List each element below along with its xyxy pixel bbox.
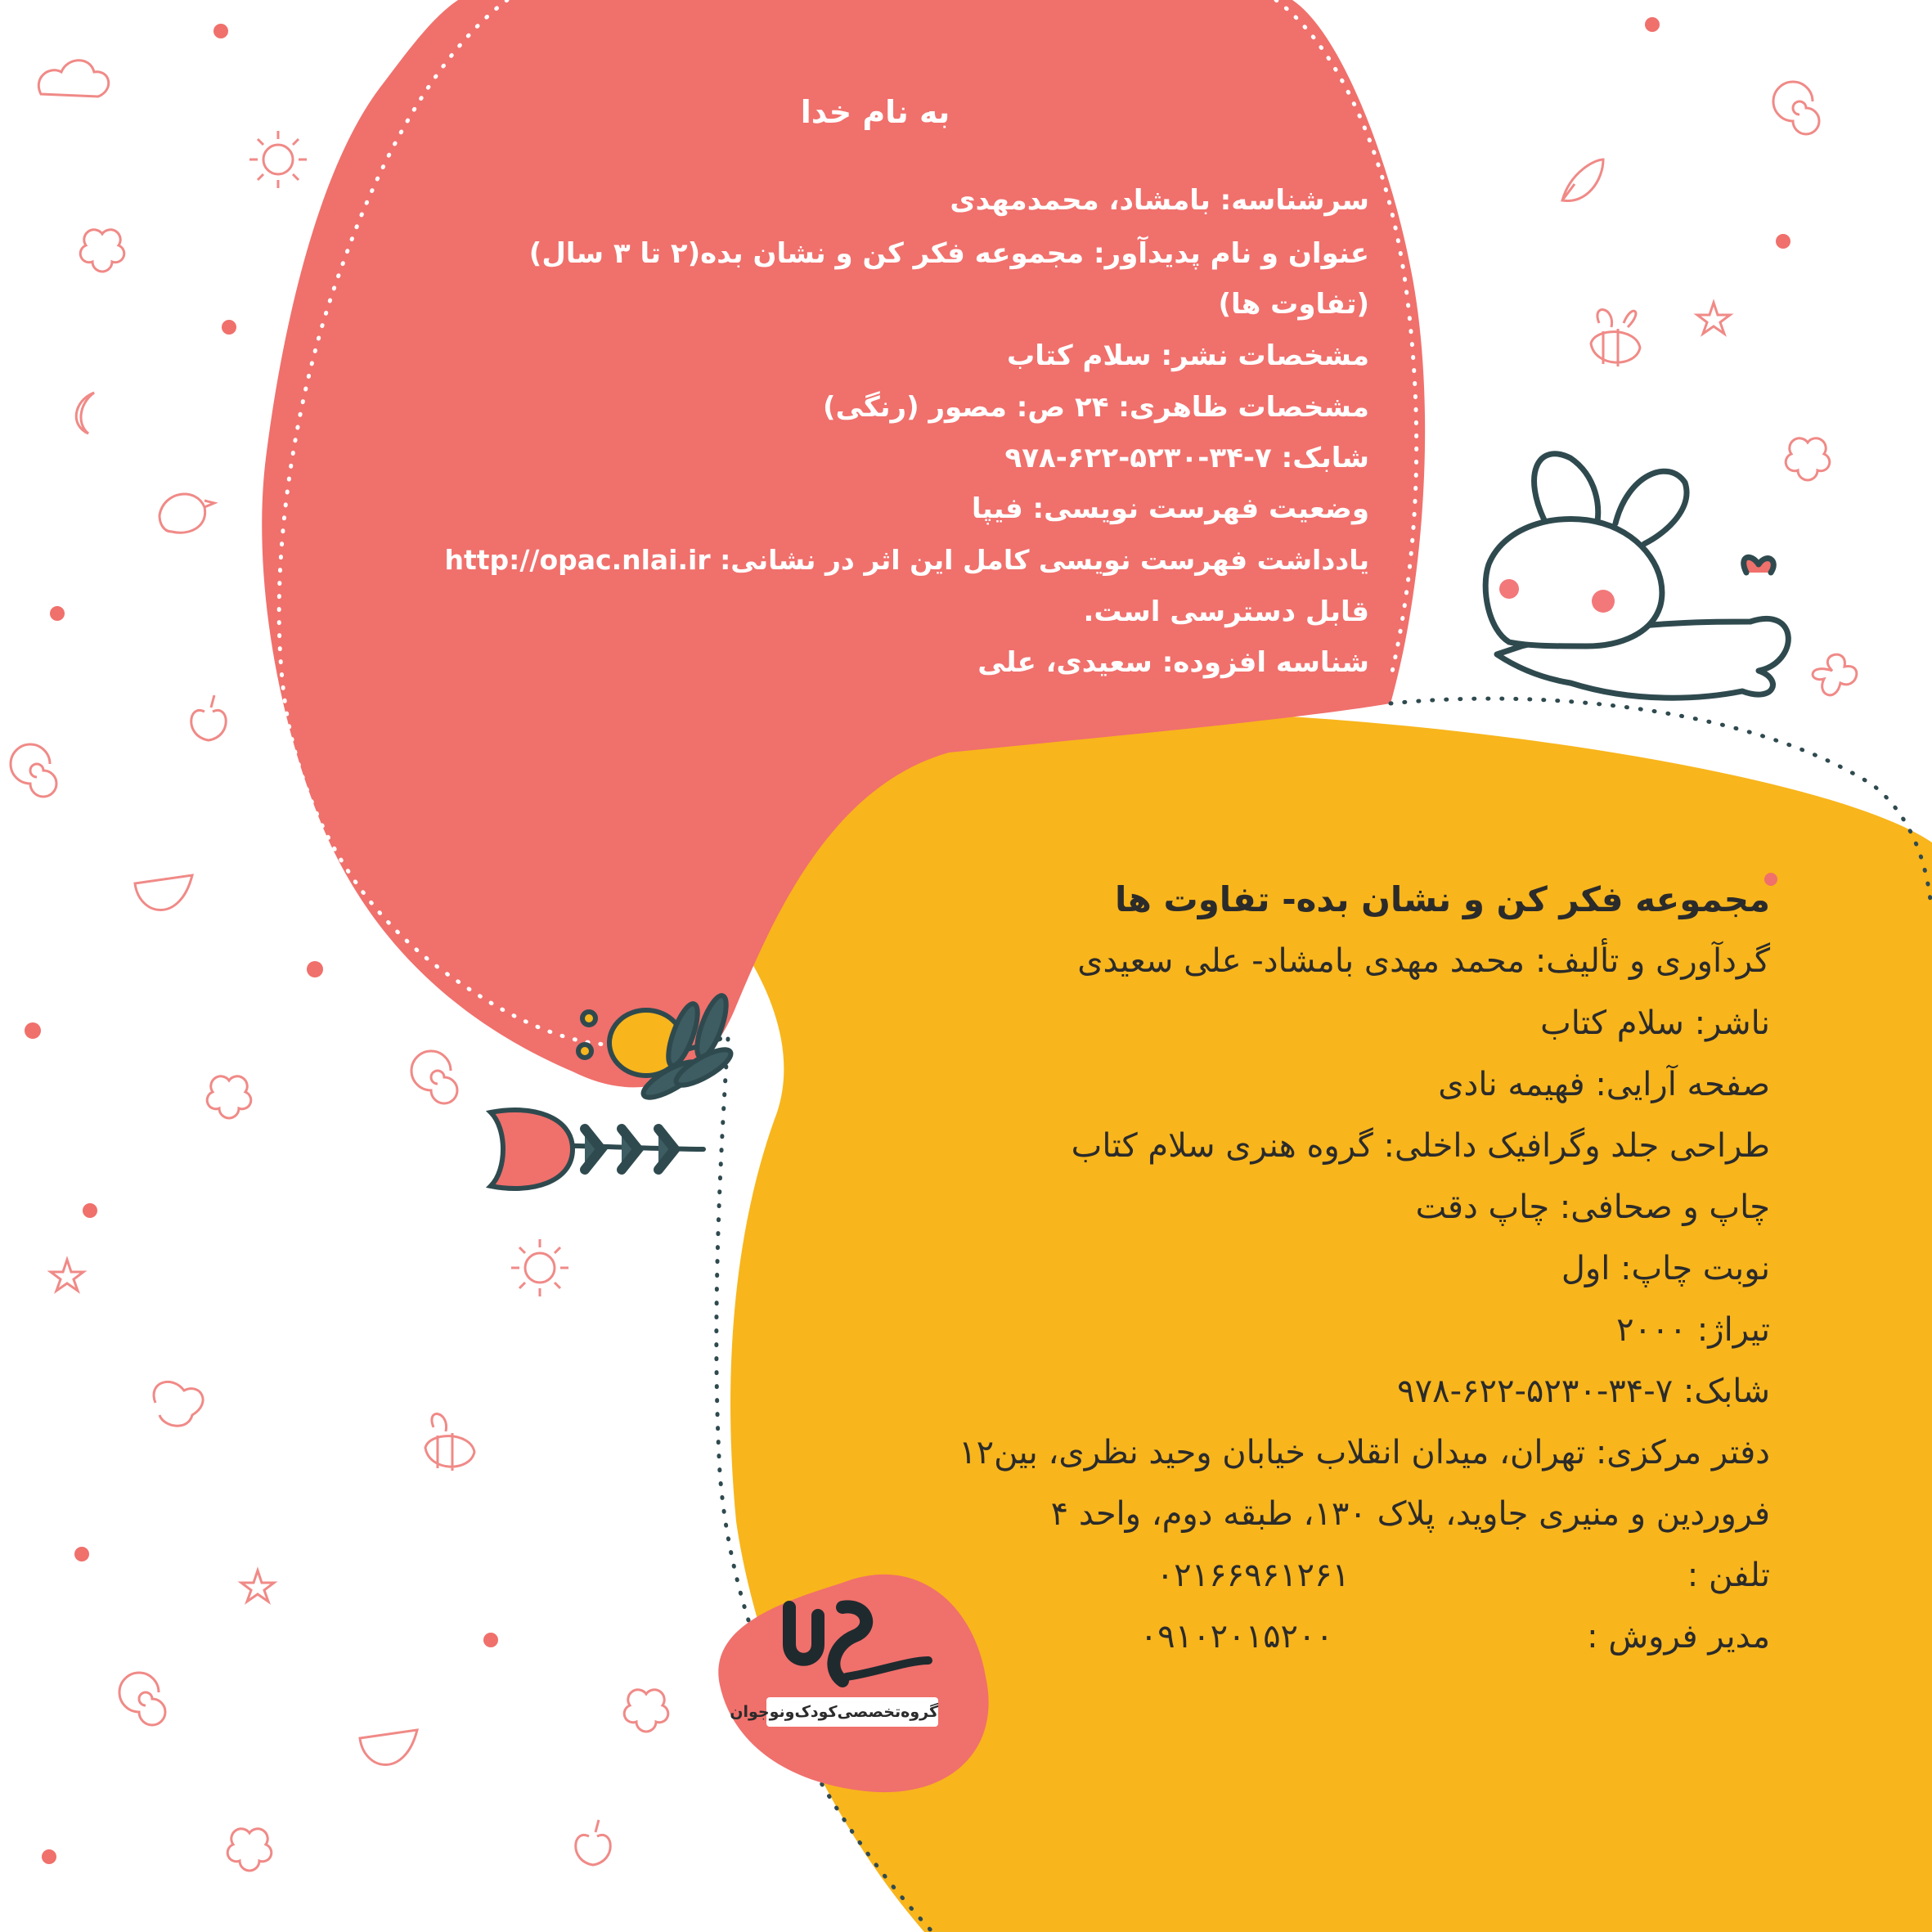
bunny-icon [1485, 454, 1788, 698]
yellow-card-line: گردآوری و تألیف: محمد مهدی بامشاد- علی سعیدی [1077, 942, 1770, 980]
pink-card-line: یادداشت فهرست نویسی کامل این اثر در نشانی: http://opac.nlai.ir [444, 544, 1369, 576]
pink-card-header: به نام خدا [800, 94, 950, 130]
pink-card-line: شابک: ۷-۳۴-۵۲۳۰-۶۲۲-۹۷۸ [1004, 442, 1369, 474]
flower-icon [80, 230, 124, 272]
pink-card-line: (تفاوت ها) [1218, 288, 1369, 321]
yellow-card-line: صفحه آرایی: فهیمه نادی [1438, 1066, 1770, 1103]
cloud-icon [38, 61, 108, 97]
star-icon [51, 1260, 83, 1291]
sun-icon [511, 1239, 568, 1296]
spiral-icon [411, 1051, 457, 1103]
apple-icon [576, 1820, 611, 1865]
flower-icon [1813, 654, 1857, 695]
flower-icon [227, 1829, 272, 1871]
bird-icon [160, 494, 214, 532]
pink-card-line: عنوان و نام پدیدآور: مجموعه فکر کن و نشان بده(۲ تا ۳ سال) [528, 237, 1369, 270]
pink-card-line: شناسه افزوده: سعیدی، علی [977, 646, 1369, 679]
flower-icon [1786, 438, 1830, 480]
yellow-card-line: طراحی جلد وگرافیک داخلی: گروه هنری سلام کتاب [1071, 1127, 1770, 1165]
phone-label: تلفن : [1687, 1557, 1770, 1594]
apple-icon [191, 695, 227, 740]
watermelon-icon [360, 1730, 417, 1765]
phone-value: ۰۲۱۶۶۹۶۱۲۶۱ [1156, 1557, 1350, 1594]
yellow-card-line: فروردین و منیری جاوید، پلاک ۱۳۰، طبقه دوم، واحد ۴ [1050, 1495, 1770, 1533]
bee-icon [154, 1382, 203, 1426]
bee-icon [1591, 310, 1640, 366]
sales-manager-label: مدیر فروش : [1587, 1618, 1770, 1656]
pink-card-line: قابل دسترسی است. [1083, 595, 1369, 628]
pink-card-line: مشخصات ظاهری: ۲۴ ص: مصور (رنگی) [823, 391, 1369, 424]
star-icon [241, 1570, 274, 1602]
yellow-card-line: دفتر مرکزی: تهران، میدان انقلاب خیابان وحید نظری، بین۱۲ [959, 1434, 1770, 1471]
spiral-icon [119, 1673, 165, 1725]
yellow-card-title: مجموعه فکر کن و نشان بده- تفاوت ها [1114, 879, 1770, 919]
spiral-icon [1773, 82, 1819, 134]
pink-card-line: وضعیت فهرست نویسی: فیپا [971, 492, 1369, 525]
moon-icon [76, 393, 94, 434]
spiral-icon [11, 744, 56, 797]
yellow-card-line: ناشر: سلام کتاب [1540, 1004, 1770, 1042]
watermelon-icon [135, 875, 192, 910]
star-icon [1697, 303, 1730, 334]
logo-caption: گروه‌تخصصی‌کودک‌ونوجوان [766, 1697, 938, 1727]
bee-icon [425, 1414, 474, 1471]
yellow-card-line: شابک: ۷-۳۴-۵۲۳۰-۶۲۲-۹۷۸ [1397, 1373, 1770, 1410]
sun-icon [249, 131, 307, 188]
leaf-icon [1562, 160, 1603, 201]
yellow-card-line: تیراژ: ۲۰۰۰ [1616, 1311, 1770, 1349]
sales-manager-value: ۰۹۱۰۲۰۱۵۲۰۰ [1139, 1618, 1333, 1656]
pink-card-line: سرشناسه: بامشاد، محمدمهدی [950, 184, 1369, 217]
flower-icon [624, 1690, 668, 1732]
flower-icon [207, 1076, 251, 1118]
yellow-card-line: چاپ و صحافی: چاپ دقت [1415, 1188, 1770, 1226]
yellow-card-line: نوبت چاپ: اول [1561, 1250, 1770, 1287]
pink-card-line: مشخصات نشر: سلام کتاب [1007, 339, 1369, 372]
